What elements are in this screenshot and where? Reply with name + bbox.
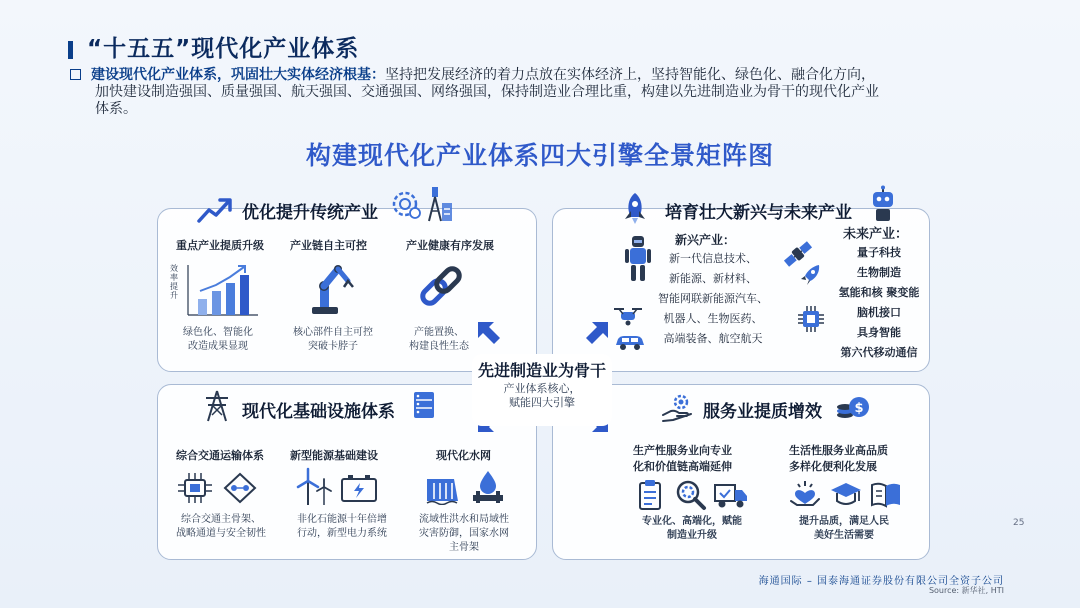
infrastructure-col1-title: 综合交通运输体系 [176,449,264,462]
footer-source: Source: 新华社, HTI [928,586,1004,595]
intro-text-line1: 坚持把发展经济的着力点放在实体经济上，坚持智能化、绿色化、融合化方向， [385,67,875,83]
traditional-col1-caption-line1: 绿色化、智能化 [183,327,253,338]
traditional-title: 优化提升传统产业 [242,203,378,223]
battery-icon [340,473,380,503]
traditional-col2-caption [278,326,388,354]
emerging-future-list [829,243,929,363]
new-industry-item: 新一代信息技术、 [669,252,757,265]
intro-text-line2: 加快建设制造强国、质量强国、航天强国、交通强国、网络强国，保持制造业合理比重，构建以先进制造业为骨干的现代化产业 [95,84,879,100]
page-number: 25 [1013,518,1025,528]
graduation-cap-icon [829,479,863,509]
transport-network-icon [176,471,214,505]
infrastructure-col2-caption-line1: 非化石能源十年倍增 [297,514,387,525]
services-col2-caption-line1: 提升品质，满足人民 [799,516,889,527]
services-col1-caption-line1: 专业化、高端化，赋能 [642,516,742,527]
services-col1-caption-line2: 制造业升级 [667,530,717,541]
traditional-col3-caption [394,326,484,354]
water-pipe-icon [470,469,506,505]
center-hub-subtitle-line2: 赋能四大引擎 [509,396,575,409]
infrastructure-col1-caption-line1: 综合交通主骨架、 [181,514,261,525]
title-bar [68,30,359,63]
traditional-col1-title: 重点产业提质升级 [176,239,264,252]
wind-turbine-icon [294,467,334,507]
future-industry-item: 生物制造 [857,266,901,279]
robot-arm-icon [306,261,356,317]
emerging-new-list [653,249,773,349]
emerging-new-title: 新兴产业： [675,233,736,247]
power-tower-icon [204,389,230,423]
footer-brand: 海通国际 – 国泰海通证券股份有限公司全资子公司 [758,576,1004,587]
rocket-icon [619,191,651,225]
future-industry-item: 量子科技 [857,246,901,259]
services-col1-caption [627,515,757,543]
chip-icon [797,305,825,333]
checkbox-bullet-icon [70,69,81,80]
future-industry-item: 具身智能 [857,326,901,339]
services-col2-caption-line2: 美好生活需要 [814,530,874,541]
traditional-col2-title: 产业链自主可控 [290,239,367,252]
small-rocket-icon [799,263,823,289]
magnifier-gear-icon [675,479,707,511]
ev-car-icon [613,333,647,351]
future-industry-item: 氢能和核 聚变能 [838,286,920,299]
arrow-up-left-icon [472,316,504,348]
center-hub [472,354,612,426]
dam-icon [424,469,460,505]
route-diamond-icon [222,471,258,505]
infrastructure-col3-caption [408,513,520,555]
traditional-col1-caption [168,326,268,354]
services-col1-title-line1: 生产性服务业向专业 [633,444,732,457]
infrastructure-col2-title: 新型能源基础建设 [290,449,378,462]
efficiency-bar-chart-icon [172,261,262,319]
future-industry-item: 第六代移动通信 [840,346,918,359]
services-col2-title [789,443,888,475]
title-accent-bar [68,41,73,59]
matrix-title: 构建现代化产业体系四大引擎全景矩阵图 [305,141,774,170]
future-industry-item: 脑机接口 [857,306,901,319]
center-hub-subtitle [472,382,612,410]
new-industry-item: 智能网联新能源汽车、 [658,292,768,305]
traditional-col3-title: 产业健康有序发展 [406,239,494,252]
services-col2-title-line1: 生活性服务业高品质 [789,444,888,457]
drone-icon [611,305,645,327]
infrastructure-col3-title: 现代化水网 [436,449,491,462]
factory-tower-icon [424,183,454,223]
infrastructure-title: 现代化基础设施体系 [242,402,395,422]
infrastructure-col3-caption-line3: 主骨架 [449,542,479,553]
traditional-col1-caption-line2: 改造成果显现 [188,341,248,352]
center-hub-subtitle-line1: 产业体系核心， [503,382,581,395]
clipboard-icon [637,479,665,511]
intro-paragraph [70,67,1040,118]
emerging-title: 培育壮大新兴与未来产业 [665,203,852,223]
trend-up-icon [196,195,234,225]
open-book-icon [869,479,903,509]
infrastructure-col1-caption-line2: 战略通道与安全韧性 [176,528,266,539]
infrastructure-col2-caption-line2: 行动，新型电力系统 [297,528,387,539]
traditional-col3-caption-line1: 产能置换、 [414,327,464,338]
infrastructure-col2-caption [284,513,400,541]
services-col1-title-line2: 化和价值链高端延伸 [633,460,732,473]
traditional-col2-caption-line2: 突破卡脖子 [308,341,358,352]
services-col2-caption [779,515,909,543]
services-title: 服务业提质增效 [703,402,822,422]
infrastructure-col3-caption-line2: 灾害防御，国家水网 [419,528,509,539]
traditional-col2-caption-line1: 核心部件自主可控 [293,327,373,338]
arrow-up-right-icon [582,316,614,348]
robot-head-icon [867,185,899,225]
hand-gear-icon [661,393,695,423]
new-industry-item: 新能源、新材料、 [669,272,757,285]
humanoid-robot-icon [625,235,651,283]
gear-chip-icon [388,187,422,221]
emerging-future-title: 未来产业： [843,227,909,242]
services-col1-title [633,443,732,475]
infrastructure-col3-caption-line1: 流域性洪水和局域性 [419,514,509,525]
new-industry-item: 高端装备、航空航天 [663,332,763,345]
server-rack-icon [408,389,440,421]
intro-lead: 建设现代化产业体系，巩固壮大实体经济根基： [91,67,385,83]
delivery-truck-icon [713,481,749,509]
center-hub-title: 先进制造业为骨干 [477,361,606,380]
traditional-col3-caption-line2: 构建良性生态 [409,341,469,352]
chain-link-icon [416,261,466,315]
services-col2-title-line2: 多样化便利化发展 [789,460,877,473]
svg-text:$: $ [854,401,864,416]
infrastructure-col1-caption [166,513,276,541]
hand-heart-icon [789,479,821,511]
page-title: “十五五”现代化产业体系 [87,36,360,62]
new-industry-item: 机器人、生物医药、 [663,312,763,325]
intro-text-line3: 体系。 [95,101,137,117]
efficiency-chart-label: 效率提升 [170,264,178,300]
coin-stack-icon [835,391,871,423]
